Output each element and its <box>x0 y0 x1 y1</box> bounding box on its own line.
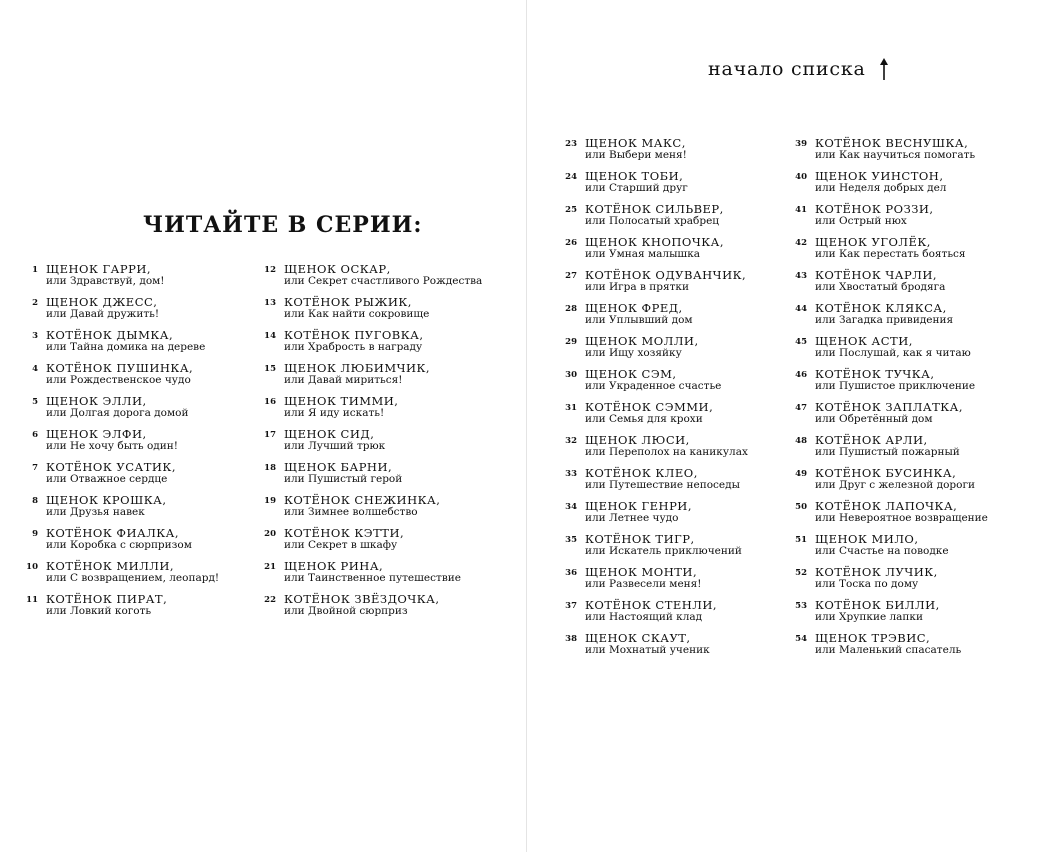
book-number: 33 <box>565 469 577 479</box>
book-subtitle: или Секрет в шкафу <box>284 539 398 551</box>
book-subtitle: или Игра в прятки <box>585 281 689 293</box>
series-list-item <box>559 269 819 302</box>
book-subtitle: или Ловкий коготь <box>46 605 152 617</box>
book-number: 27 <box>565 271 577 281</box>
book-subtitle: или Неделя добрых дел <box>815 182 947 194</box>
series-list-column-4 <box>789 137 1049 665</box>
book-number: 42 <box>795 238 807 248</box>
book-subtitle: или Таинственное путешествие <box>284 572 461 584</box>
book-subtitle: или Искатель приключений <box>585 545 742 557</box>
series-list-column-3 <box>559 137 819 665</box>
book-title: ЩЕНОК УГОЛЁК, <box>815 235 931 249</box>
book-subtitle: или Острый нюх <box>815 215 907 227</box>
series-list-item <box>258 593 518 626</box>
series-list-item <box>559 335 819 368</box>
book-title: КОТЁНОК ПУГОВКА, <box>284 328 424 342</box>
book-number: 40 <box>795 172 807 182</box>
book-subtitle: или Переполох на каникулах <box>585 446 748 458</box>
book-title: ЩЕНОК ЭЛФИ, <box>46 427 147 441</box>
book-subtitle: или Зимнее волшебство <box>284 506 418 518</box>
book-subtitle: или Семья для крохи <box>585 413 703 425</box>
book-subtitle: или Выбери меня! <box>585 149 687 161</box>
series-list-item <box>559 467 819 500</box>
series-list-item <box>258 329 518 362</box>
book-subtitle: или Долгая дорога домой <box>46 407 189 419</box>
book-number: 2 <box>32 298 38 308</box>
book-number: 13 <box>264 298 276 308</box>
book-title: КОТЁНОК ЗВЁЗДОЧКА, <box>284 592 440 606</box>
book-number: 53 <box>795 601 807 611</box>
book-subtitle: или Ищу хозяйку <box>585 347 682 359</box>
book-subtitle: или Лучший трюк <box>284 440 386 452</box>
series-list-item <box>559 236 819 269</box>
list-start-label: начало списка <box>708 58 866 80</box>
book-number: 41 <box>795 205 807 215</box>
book-number: 5 <box>32 397 38 407</box>
series-list-item <box>789 401 1049 434</box>
book-title: КОТЁНОК БИЛЛИ, <box>815 598 940 612</box>
series-list-item <box>559 533 819 566</box>
series-list-item <box>559 302 819 335</box>
book-title: КОТЁНОК ДЫМКА, <box>46 328 174 342</box>
book-subtitle: или Украденное счастье <box>585 380 722 392</box>
series-list-item <box>20 527 280 560</box>
series-list-item <box>258 461 518 494</box>
series-list-item <box>559 170 819 203</box>
series-list-item <box>789 566 1049 599</box>
book-subtitle: или Пушистый герой <box>284 473 403 485</box>
series-list-item <box>789 599 1049 632</box>
book-number: 22 <box>264 595 276 605</box>
series-list-item <box>20 329 280 362</box>
series-list-item <box>789 170 1049 203</box>
series-list-item <box>789 137 1049 170</box>
series-list-item <box>789 434 1049 467</box>
book-number: 32 <box>565 436 577 446</box>
book-title: ЩЕНОК СИД, <box>284 427 375 441</box>
series-list-item <box>20 494 280 527</box>
book-title: КОТЁНОК СНЕЖИНКА, <box>284 493 441 507</box>
book-subtitle: или Тайна домика на дереве <box>46 341 206 353</box>
book-title: ЩЕНОК УИНСТОН, <box>815 169 944 183</box>
book-number: 3 <box>32 331 38 341</box>
book-title: ЩЕНОК ЛЮСИ, <box>585 433 690 447</box>
series-list-item <box>258 395 518 428</box>
series-list-item <box>789 269 1049 302</box>
series-list-item <box>789 533 1049 566</box>
book-number: 34 <box>565 502 577 512</box>
left-page <box>0 0 526 852</box>
book-number: 44 <box>795 304 807 314</box>
book-subtitle: или Хвостатый бродяга <box>815 281 946 293</box>
book-subtitle: или Мохнатый ученик <box>585 644 710 656</box>
book-subtitle: или Летнее чудо <box>585 512 679 524</box>
book-number: 25 <box>565 205 577 215</box>
book-title: КОТЁНОК КЛЯКСА, <box>815 301 947 315</box>
book-subtitle: или Хрупкие лапки <box>815 611 923 623</box>
book-title: ЩЕНОК БАРНИ, <box>284 460 393 474</box>
series-list-item <box>20 593 280 626</box>
book-subtitle: или Обретённый дом <box>815 413 933 425</box>
book-number: 9 <box>32 529 38 539</box>
book-subtitle: или Давай дружить! <box>46 308 160 320</box>
book-subtitle: или Не хочу быть один! <box>46 440 178 452</box>
book-subtitle: или Рождественское чудо <box>46 374 191 386</box>
book-number: 1 <box>32 265 38 275</box>
book-title: КОТЁНОК ТИГР, <box>585 532 695 546</box>
book-title: КОТЁНОК КЭТТИ, <box>284 526 405 540</box>
book-title: КОТЁНОК СИЛЬВЕР, <box>585 202 724 216</box>
book-number: 12 <box>264 265 276 275</box>
book-number: 23 <box>565 139 577 149</box>
book-number: 43 <box>795 271 807 281</box>
book-title: ЩЕНОК ТИММИ, <box>284 394 399 408</box>
book-number: 20 <box>264 529 276 539</box>
book-title: ЩЕНОК ТРЭВИС, <box>815 631 931 645</box>
series-list-item <box>559 500 819 533</box>
book-number: 51 <box>795 535 807 545</box>
book-number: 46 <box>795 370 807 380</box>
book-subtitle: или Я иду искать! <box>284 407 385 419</box>
series-list-item <box>559 137 819 170</box>
book-number: 14 <box>264 331 276 341</box>
book-number: 47 <box>795 403 807 413</box>
series-list-item <box>20 560 280 593</box>
book-title: ЩЕНОК АСТИ, <box>815 334 913 348</box>
series-list-item <box>258 362 518 395</box>
book-title: КОТЁНОК ТУЧКА, <box>815 367 935 381</box>
book-subtitle: или Коробка с сюрпризом <box>46 539 192 551</box>
book-number: 6 <box>32 430 38 440</box>
series-list-column-2 <box>258 263 518 626</box>
series-list-item <box>559 434 819 467</box>
series-list-item <box>559 566 819 599</box>
book-subtitle: или Счастье на поводке <box>815 545 949 557</box>
book-title: ЩЕНОК МОЛЛИ, <box>585 334 699 348</box>
book-title: ЩЕНОК ЭЛЛИ, <box>46 394 147 408</box>
book-subtitle: или Пушистое приключение <box>815 380 976 392</box>
series-list-column-1 <box>20 263 280 626</box>
book-number: 18 <box>264 463 276 473</box>
book-subtitle: или Давай мириться! <box>284 374 403 386</box>
series-list-item <box>258 527 518 560</box>
book-title: КОТЁНОК ЛАПОЧКА, <box>815 499 958 513</box>
book-number: 36 <box>565 568 577 578</box>
book-subtitle: или Отважное сердце <box>46 473 168 485</box>
book-number: 48 <box>795 436 807 446</box>
book-subtitle: или Старший друг <box>585 182 688 194</box>
book-number: 37 <box>565 601 577 611</box>
book-title: ЩЕНОК КНОПОЧКА, <box>585 235 724 249</box>
book-title: ЩЕНОК ДЖЕСС, <box>46 295 158 309</box>
series-list-item <box>789 203 1049 236</box>
book-title: ЩЕНОК ФРЕД, <box>585 301 683 315</box>
book-subtitle: или С возвращением, леопард! <box>46 572 220 584</box>
book-title: КОТЁНОК УСАТИК, <box>46 460 176 474</box>
book-title: КОТЁНОК БУСИНКА, <box>815 466 957 480</box>
book-subtitle: или Тоска по дому <box>815 578 919 590</box>
series-list-item <box>789 632 1049 665</box>
book-title: КОТЁНОК ПУШИНКА, <box>46 361 194 375</box>
book-subtitle: или Друзья навек <box>46 506 145 518</box>
book-number: 19 <box>264 496 276 506</box>
book-number: 50 <box>795 502 807 512</box>
book-number: 52 <box>795 568 807 578</box>
book-title: ЩЕНОК МИЛО, <box>815 532 919 546</box>
series-list-item <box>20 362 280 395</box>
book-title: КОТЁНОК СЭММИ, <box>585 400 714 414</box>
series-list-item <box>789 236 1049 269</box>
book-title: ЩЕНОК СКАУТ, <box>585 631 691 645</box>
book-number: 39 <box>795 139 807 149</box>
book-title: КОТЁНОК ЗАПЛАТКА, <box>815 400 964 414</box>
book-title: ЩЕНОК РИНА, <box>284 559 384 573</box>
book-title: КОТЁНОК ПИРАТ, <box>46 592 168 606</box>
book-subtitle: или Невероятное возвращение <box>815 512 988 524</box>
book-subtitle: или Умная малышка <box>585 248 701 260</box>
series-list-item <box>20 263 280 296</box>
book-title: ЩЕНОК МАКС, <box>585 136 686 150</box>
book-title: КОТЁНОК МИЛЛИ, <box>46 559 175 573</box>
book-title: ЩЕНОК ТОБИ, <box>585 169 684 183</box>
book-number: 45 <box>795 337 807 347</box>
book-subtitle: или Как научиться помогать <box>815 149 976 161</box>
book-number: 4 <box>32 364 38 374</box>
arrow-up-glyph <box>879 58 889 80</box>
book-subtitle: или Развесели меня! <box>585 578 702 590</box>
book-number: 7 <box>32 463 38 473</box>
book-subtitle: или Полосатый храбрец <box>585 215 720 227</box>
book-number: 24 <box>565 172 577 182</box>
book-number: 30 <box>565 370 577 380</box>
book-subtitle: или Путешествие непоседы <box>585 479 740 491</box>
book-number: 17 <box>264 430 276 440</box>
series-list-item <box>258 494 518 527</box>
right-page <box>527 0 1057 852</box>
book-title: ЩЕНОК КРОШКА, <box>46 493 167 507</box>
book-number: 38 <box>565 634 577 644</box>
series-list-item <box>789 467 1049 500</box>
book-number: 28 <box>565 304 577 314</box>
book-title: КОТЁНОК ЛУЧИК, <box>815 565 938 579</box>
book-subtitle: или Послушай, как я читаю <box>815 347 971 359</box>
arrow-up-icon <box>879 58 889 84</box>
series-list-item <box>20 296 280 329</box>
book-subtitle: или Уплывший дом <box>585 314 693 326</box>
book-title: ЩЕНОК ГЕНРИ, <box>585 499 692 513</box>
book-subtitle: или Секрет счастливого Рождества <box>284 275 483 287</box>
book-number: 26 <box>565 238 577 248</box>
book-title: ЩЕНОК ОСКАР, <box>284 262 391 276</box>
book-subtitle: или Как найти сокровище <box>284 308 430 320</box>
book-number: 15 <box>264 364 276 374</box>
book-title: ЩЕНОК ГАРРИ, <box>46 262 152 276</box>
book-number: 16 <box>264 397 276 407</box>
book-subtitle: или Как перестать бояться <box>815 248 966 260</box>
series-list-item <box>789 500 1049 533</box>
book-number: 54 <box>795 634 807 644</box>
book-title: ЩЕНОК МОНТИ, <box>585 565 698 579</box>
series-list-item <box>559 401 819 434</box>
book-subtitle: или Загадка привидения <box>815 314 954 326</box>
book-title: КОТЁНОК ФИАЛКА, <box>46 526 180 540</box>
series-title: ЧИТАЙТЕ В СЕРИИ: <box>143 212 423 238</box>
series-list-item <box>20 395 280 428</box>
book-title: КОТЁНОК РОЗЗИ, <box>815 202 934 216</box>
series-list-item <box>20 428 280 461</box>
book-subtitle: или Здравствуй, дом! <box>46 275 165 287</box>
book-number: 29 <box>565 337 577 347</box>
series-list-item <box>789 368 1049 401</box>
book-subtitle: или Пушистый пожарный <box>815 446 960 458</box>
book-title: КОТЁНОК СТЕНЛИ, <box>585 598 718 612</box>
book-number: 21 <box>264 562 276 572</box>
series-list-item <box>789 335 1049 368</box>
series-list-item <box>559 368 819 401</box>
series-list-item <box>789 302 1049 335</box>
series-list-item <box>258 428 518 461</box>
book-title: КОТЁНОК АРЛИ, <box>815 433 928 447</box>
series-list-item <box>258 296 518 329</box>
series-list-item <box>20 461 280 494</box>
book-title: КОТЁНОК ВЕСНУШКА, <box>815 136 969 150</box>
book-number: 49 <box>795 469 807 479</box>
book-subtitle: или Храбрость в награду <box>284 341 423 353</box>
series-list-item <box>258 560 518 593</box>
series-list-item <box>559 203 819 236</box>
book-title: КОТЁНОК РЫЖИК, <box>284 295 412 309</box>
book-number: 8 <box>32 496 38 506</box>
book-number: 11 <box>26 595 38 605</box>
book-number: 31 <box>565 403 577 413</box>
book-title: ЩЕНОК ЛЮБИМЧИК, <box>284 361 431 375</box>
book-subtitle: или Двойной сюрприз <box>284 605 408 617</box>
book-subtitle: или Друг с железной дороги <box>815 479 975 491</box>
book-title: КОТЁНОК КЛЕО, <box>585 466 698 480</box>
book-title: ЩЕНОК СЭМ, <box>585 367 677 381</box>
series-list-item <box>559 599 819 632</box>
book-title: КОТЁНОК ОДУВАНЧИК, <box>585 268 747 282</box>
book-subtitle: или Настоящий клад <box>585 611 703 623</box>
book-title: КОТЁНОК ЧАРЛИ, <box>815 268 938 282</box>
series-list-item <box>258 263 518 296</box>
book-subtitle: или Маленький спасатель <box>815 644 962 656</box>
book-number: 35 <box>565 535 577 545</box>
series-list-item <box>559 632 819 665</box>
book-number: 10 <box>26 562 38 572</box>
